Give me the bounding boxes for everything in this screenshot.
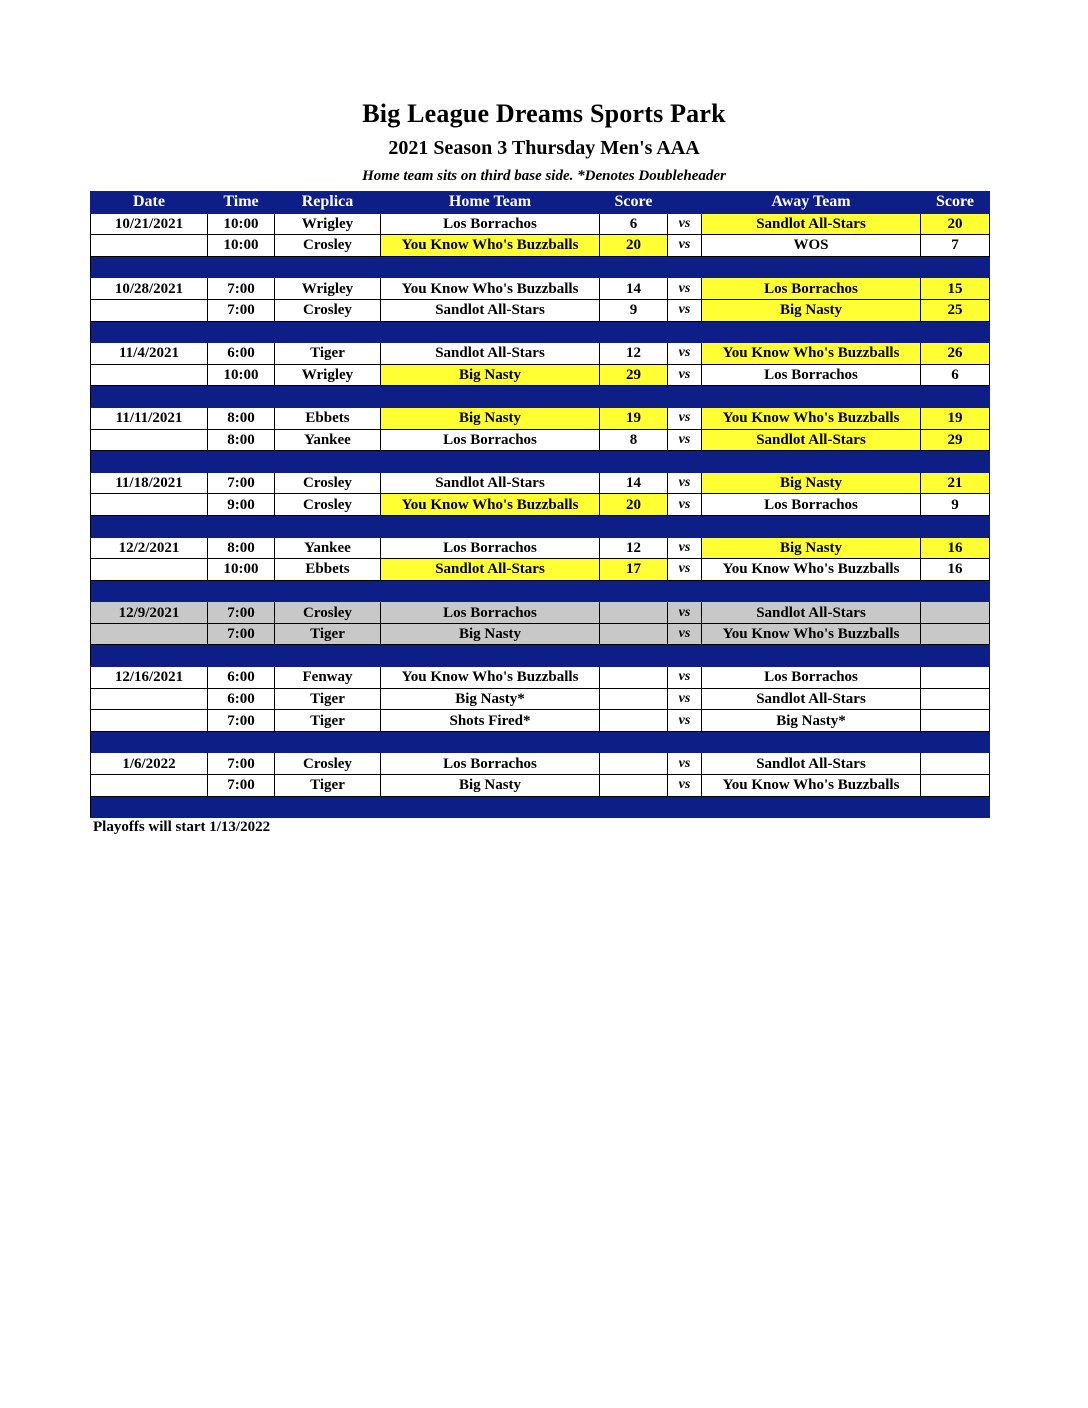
- separator-cell: [208, 731, 275, 753]
- game-replica: Wrigley: [275, 364, 381, 386]
- game-date: [91, 494, 208, 516]
- header-replica: Replica: [275, 192, 381, 214]
- separator-cell: [668, 515, 702, 537]
- away-team: Los Borrachos: [702, 667, 921, 689]
- home-score: 14: [600, 278, 668, 300]
- separator-cell: [702, 386, 921, 408]
- away-score: 20: [921, 213, 990, 235]
- vs-label: vs: [668, 278, 702, 300]
- game-replica: Wrigley: [275, 213, 381, 235]
- separator-cell: [208, 451, 275, 473]
- game-time: 6:00: [208, 343, 275, 365]
- game-date: [91, 364, 208, 386]
- game-date: [91, 775, 208, 797]
- separator-cell: [668, 731, 702, 753]
- home-score: 6: [600, 213, 668, 235]
- away-team: Los Borrachos: [702, 278, 921, 300]
- home-score: 29: [600, 364, 668, 386]
- home-team: You Know Who's Buzzballs: [381, 278, 600, 300]
- home-team: Big Nasty: [381, 775, 600, 797]
- vs-label: vs: [668, 710, 702, 732]
- away-team: You Know Who's Buzzballs: [702, 343, 921, 365]
- separator-cell: [600, 580, 668, 602]
- vs-label: vs: [668, 235, 702, 257]
- home-score: 20: [600, 494, 668, 516]
- home-team: Sandlot All-Stars: [381, 559, 600, 581]
- game-time: 10:00: [208, 364, 275, 386]
- separator-cell: [381, 321, 600, 343]
- separator-cell: [668, 321, 702, 343]
- table-row: [91, 623, 990, 645]
- separator-cell: [702, 515, 921, 537]
- separator-cell: [381, 386, 600, 408]
- home-score: [600, 775, 668, 797]
- home-score: 12: [600, 537, 668, 559]
- game-time: 6:00: [208, 688, 275, 710]
- away-team: Sandlot All-Stars: [702, 753, 921, 775]
- separator-cell: [668, 580, 702, 602]
- away-score: 7: [921, 235, 990, 257]
- home-team: Big Nasty: [381, 407, 600, 429]
- separator-cell: [921, 796, 990, 818]
- away-team: WOS: [702, 235, 921, 257]
- game-date: [91, 688, 208, 710]
- separator-cell: [91, 796, 208, 818]
- game-time: 7:00: [208, 278, 275, 300]
- game-date: 10/28/2021: [91, 278, 208, 300]
- separator-cell: [702, 321, 921, 343]
- away-score: 6: [921, 364, 990, 386]
- vs-label: vs: [668, 364, 702, 386]
- game-replica: Crosley: [275, 494, 381, 516]
- separator-cell: [600, 731, 668, 753]
- table-row: [91, 407, 990, 429]
- vs-label: vs: [668, 213, 702, 235]
- week-separator-row: [91, 451, 990, 473]
- home-score: [600, 753, 668, 775]
- game-time: 7:00: [208, 299, 275, 321]
- separator-cell: [668, 451, 702, 473]
- away-score: 16: [921, 537, 990, 559]
- game-time: 8:00: [208, 537, 275, 559]
- game-time: 7:00: [208, 753, 275, 775]
- separator-cell: [208, 256, 275, 278]
- week-separator-row: [91, 386, 990, 408]
- separator-cell: [381, 451, 600, 473]
- home-score: 8: [600, 429, 668, 451]
- vs-label: vs: [668, 407, 702, 429]
- separator-cell: [208, 515, 275, 537]
- vs-label: vs: [668, 602, 702, 624]
- separator-cell: [275, 731, 381, 753]
- separator-cell: [91, 451, 208, 473]
- header-vs: [668, 192, 702, 214]
- separator-cell: [668, 796, 702, 818]
- separator-cell: [600, 451, 668, 473]
- separator-cell: [600, 645, 668, 667]
- separator-cell: [921, 256, 990, 278]
- separator-cell: [208, 580, 275, 602]
- home-score: 20: [600, 235, 668, 257]
- header-home-score: Score: [600, 192, 668, 214]
- separator-cell: [91, 731, 208, 753]
- home-score: [600, 623, 668, 645]
- home-team: Los Borrachos: [381, 602, 600, 624]
- game-replica: Tiger: [275, 688, 381, 710]
- playoffs-note: Playoffs will start 1/13/2022: [93, 819, 271, 835]
- away-score: 9: [921, 494, 990, 516]
- separator-cell: [275, 580, 381, 602]
- game-replica: Tiger: [275, 343, 381, 365]
- table-row: [91, 710, 990, 732]
- separator-cell: [275, 386, 381, 408]
- separator-cell: [91, 645, 208, 667]
- separator-cell: [275, 515, 381, 537]
- home-score: [600, 667, 668, 689]
- away-score: [921, 667, 990, 689]
- week-separator-row: [91, 321, 990, 343]
- game-replica: Yankee: [275, 429, 381, 451]
- game-replica: Fenway: [275, 667, 381, 689]
- game-time: 7:00: [208, 775, 275, 797]
- week-separator-row: [91, 515, 990, 537]
- week-separator-row: [91, 796, 990, 818]
- week-separator-row: [91, 256, 990, 278]
- home-score: [600, 710, 668, 732]
- vs-label: vs: [668, 343, 702, 365]
- separator-cell: [668, 386, 702, 408]
- week-separator-row: [91, 731, 990, 753]
- home-score: 9: [600, 299, 668, 321]
- schedule-table: [90, 191, 990, 818]
- home-team: Sandlot All-Stars: [381, 472, 600, 494]
- game-time: 7:00: [208, 472, 275, 494]
- separator-cell: [275, 645, 381, 667]
- separator-cell: [208, 321, 275, 343]
- table-row: [91, 235, 990, 257]
- away-team: Big Nasty*: [702, 710, 921, 732]
- separator-cell: [702, 580, 921, 602]
- vs-label: vs: [668, 537, 702, 559]
- game-time: 7:00: [208, 602, 275, 624]
- separator-cell: [668, 256, 702, 278]
- table-row: [91, 559, 990, 581]
- away-score: [921, 602, 990, 624]
- separator-cell: [921, 386, 990, 408]
- table-row: [91, 667, 990, 689]
- separator-cell: [91, 580, 208, 602]
- separator-cell: [600, 515, 668, 537]
- table-row: [91, 343, 990, 365]
- game-date: [91, 429, 208, 451]
- separator-cell: [921, 731, 990, 753]
- separator-cell: [600, 256, 668, 278]
- table-row: [91, 299, 990, 321]
- vs-label: vs: [668, 494, 702, 516]
- separator-cell: [702, 256, 921, 278]
- game-time: 10:00: [208, 213, 275, 235]
- home-score: 19: [600, 407, 668, 429]
- home-team: Sandlot All-Stars: [381, 299, 600, 321]
- away-score: [921, 688, 990, 710]
- table-row: [91, 213, 990, 235]
- game-replica: Tiger: [275, 623, 381, 645]
- separator-cell: [600, 796, 668, 818]
- separator-cell: [921, 515, 990, 537]
- game-date: 12/16/2021: [91, 667, 208, 689]
- away-score: 26: [921, 343, 990, 365]
- game-time: 8:00: [208, 407, 275, 429]
- separator-cell: [702, 451, 921, 473]
- home-team: Los Borrachos: [381, 753, 600, 775]
- away-team: You Know Who's Buzzballs: [702, 775, 921, 797]
- away-score: 21: [921, 472, 990, 494]
- away-score: 29: [921, 429, 990, 451]
- separator-cell: [208, 386, 275, 408]
- home-team: You Know Who's Buzzballs: [381, 667, 600, 689]
- table-row: [91, 429, 990, 451]
- separator-cell: [600, 386, 668, 408]
- game-date: 11/4/2021: [91, 343, 208, 365]
- away-team: Big Nasty: [702, 537, 921, 559]
- home-team: Los Borrachos: [381, 429, 600, 451]
- game-replica: Crosley: [275, 235, 381, 257]
- table-row: [91, 775, 990, 797]
- header-date: Date: [91, 192, 208, 214]
- separator-cell: [275, 796, 381, 818]
- week-separator-row: [91, 645, 990, 667]
- game-date: [91, 299, 208, 321]
- away-score: [921, 710, 990, 732]
- separator-cell: [921, 645, 990, 667]
- home-team: Big Nasty: [381, 623, 600, 645]
- separator-cell: [921, 580, 990, 602]
- game-date: 10/21/2021: [91, 213, 208, 235]
- away-score: [921, 775, 990, 797]
- game-replica: Wrigley: [275, 278, 381, 300]
- vs-label: vs: [668, 753, 702, 775]
- separator-cell: [921, 321, 990, 343]
- vs-label: vs: [668, 688, 702, 710]
- separator-cell: [381, 731, 600, 753]
- game-date: 11/18/2021: [91, 472, 208, 494]
- away-team: Big Nasty: [702, 299, 921, 321]
- separator-cell: [91, 321, 208, 343]
- game-date: [91, 710, 208, 732]
- vs-label: vs: [668, 775, 702, 797]
- game-replica: Crosley: [275, 753, 381, 775]
- away-team: You Know Who's Buzzballs: [702, 559, 921, 581]
- vs-label: vs: [668, 623, 702, 645]
- game-time: 10:00: [208, 559, 275, 581]
- separator-cell: [702, 796, 921, 818]
- game-replica: Crosley: [275, 472, 381, 494]
- home-team: You Know Who's Buzzballs: [381, 494, 600, 516]
- game-date: 11/11/2021: [91, 407, 208, 429]
- away-team: Sandlot All-Stars: [702, 429, 921, 451]
- table-row: [91, 494, 990, 516]
- table-header-row: [91, 192, 990, 214]
- game-replica: Ebbets: [275, 559, 381, 581]
- separator-cell: [208, 645, 275, 667]
- away-score: [921, 753, 990, 775]
- separator-cell: [381, 645, 600, 667]
- separator-cell: [208, 796, 275, 818]
- game-time: 6:00: [208, 667, 275, 689]
- home-team: Big Nasty*: [381, 688, 600, 710]
- separator-cell: [275, 256, 381, 278]
- separator-cell: [275, 451, 381, 473]
- separator-cell: [381, 515, 600, 537]
- separator-cell: [600, 321, 668, 343]
- home-team: Shots Fired*: [381, 710, 600, 732]
- home-score: 12: [600, 343, 668, 365]
- home-score: [600, 688, 668, 710]
- home-team: Los Borrachos: [381, 537, 600, 559]
- game-time: 7:00: [208, 623, 275, 645]
- game-date: 12/2/2021: [91, 537, 208, 559]
- schedule-body: [91, 213, 990, 818]
- separator-cell: [91, 256, 208, 278]
- game-date: [91, 559, 208, 581]
- away-team: Sandlot All-Stars: [702, 602, 921, 624]
- separator-cell: [275, 321, 381, 343]
- away-score: 19: [921, 407, 990, 429]
- separator-cell: [91, 386, 208, 408]
- game-date: 12/9/2021: [91, 602, 208, 624]
- away-team: Los Borrachos: [702, 494, 921, 516]
- home-score: 14: [600, 472, 668, 494]
- table-row: [91, 278, 990, 300]
- table-row: [91, 537, 990, 559]
- separator-cell: [91, 515, 208, 537]
- table-row: [91, 688, 990, 710]
- home-team: Sandlot All-Stars: [381, 343, 600, 365]
- vs-label: vs: [668, 559, 702, 581]
- home-team: Big Nasty: [381, 364, 600, 386]
- table-row: [91, 753, 990, 775]
- game-time: 8:00: [208, 429, 275, 451]
- separator-cell: [702, 645, 921, 667]
- away-team: Los Borrachos: [702, 364, 921, 386]
- separator-cell: [381, 796, 600, 818]
- home-team: You Know Who's Buzzballs: [381, 235, 600, 257]
- header-time: Time: [208, 192, 275, 214]
- game-time: 10:00: [208, 235, 275, 257]
- game-replica: Tiger: [275, 775, 381, 797]
- vs-label: vs: [668, 472, 702, 494]
- game-replica: Tiger: [275, 710, 381, 732]
- separator-cell: [668, 645, 702, 667]
- table-row: [91, 602, 990, 624]
- game-date: 1/6/2022: [91, 753, 208, 775]
- game-replica: Ebbets: [275, 407, 381, 429]
- home-score: [600, 602, 668, 624]
- away-team: Sandlot All-Stars: [702, 688, 921, 710]
- separator-cell: [381, 256, 600, 278]
- away-score: [921, 623, 990, 645]
- page-subtitle: 2021 Season 3 Thursday Men's AAA: [388, 137, 700, 159]
- vs-label: vs: [668, 299, 702, 321]
- game-replica: Crosley: [275, 602, 381, 624]
- away-score: 25: [921, 299, 990, 321]
- game-replica: Yankee: [275, 537, 381, 559]
- away-score: 16: [921, 559, 990, 581]
- table-row: [91, 472, 990, 494]
- vs-label: vs: [668, 429, 702, 451]
- home-team: Los Borrachos: [381, 213, 600, 235]
- game-replica: Crosley: [275, 299, 381, 321]
- schedule-note: Home team sits on third base side. *Denotes Doubleheader: [362, 168, 726, 184]
- game-date: [91, 235, 208, 257]
- separator-cell: [921, 451, 990, 473]
- home-score: 17: [600, 559, 668, 581]
- away-team: You Know Who's Buzzballs: [702, 407, 921, 429]
- header-away-score: Score: [921, 192, 990, 214]
- game-time: 7:00: [208, 710, 275, 732]
- header-away-team: Away Team: [702, 192, 921, 214]
- week-separator-row: [91, 580, 990, 602]
- vs-label: vs: [668, 667, 702, 689]
- separator-cell: [702, 731, 921, 753]
- game-time: 9:00: [208, 494, 275, 516]
- separator-cell: [381, 580, 600, 602]
- away-team: Big Nasty: [702, 472, 921, 494]
- game-date: [91, 623, 208, 645]
- header-home-team: Home Team: [381, 192, 600, 214]
- away-score: 15: [921, 278, 990, 300]
- page-title: Big League Dreams Sports Park: [362, 99, 726, 128]
- away-team: You Know Who's Buzzballs: [702, 623, 921, 645]
- away-team: Sandlot All-Stars: [702, 213, 921, 235]
- table-row: [91, 364, 990, 386]
